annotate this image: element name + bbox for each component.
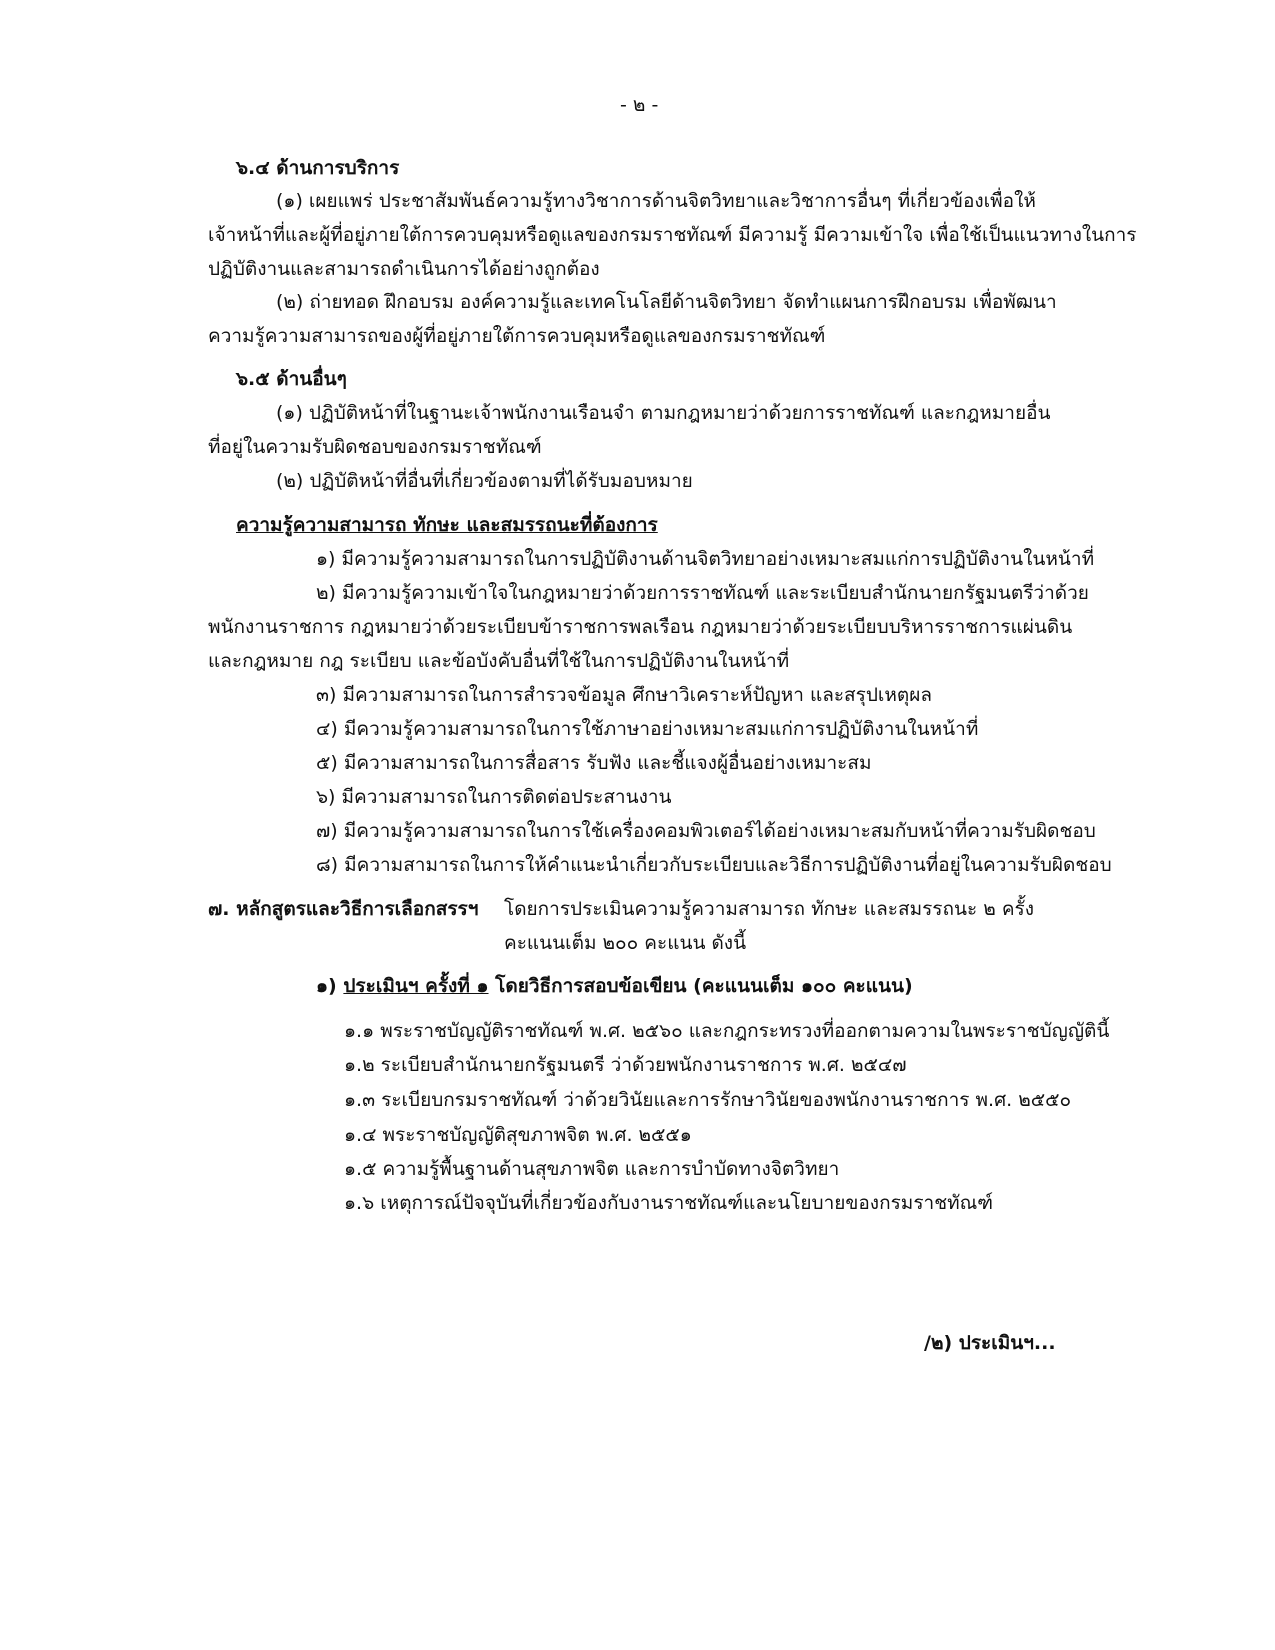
knowledge-item-2-line-1: ๒) มีความรู้ความเข้าใจในกฎหมายว่าด้วยการราชทัณฑ์ และระเบียบสำนักนายกรัฐมนตรีว่าด้วย — [316, 582, 1089, 604]
section-6-4-heading: ๖.๔ ด้านการบริการ — [236, 157, 400, 179]
round-1-method: โดยวิธีการสอบข้อเขียน (คะแนนเต็ม ๑๐๐ คะแนน) — [495, 975, 913, 997]
knowledge-item-7: ๗) มีความรู้ความสามารถในการใช้เครื่องคอมพิวเตอร์ได้อย่างเหมาะสมกับหน้าที่ความรับผิดชอบ — [316, 820, 1096, 842]
knowledge-item-8: ๘) มีความสามารถในการให้คำแนะนำเกี่ยวกับระเบียบและวิธีการปฏิบัติงานที่อยู่ในความรับผิดชอบ — [316, 854, 1112, 876]
page-number: - ๒ - — [620, 94, 659, 116]
section-6-4-item-1-line-3: ปฏิบัติงานและสามารถดำเนินการได้อย่างถูกต้อง — [208, 258, 600, 280]
topic-1-4: ๑.๔ พระราชบัญญัติสุขภาพจิต พ.ศ. ๒๕๕๑ — [344, 1124, 692, 1146]
topic-1-5: ๑.๕ ความรู้พื้นฐานด้านสุขภาพจิต และการบำบัดทางจิตวิทยา — [344, 1158, 840, 1180]
section-6-5-item-1-line-2: ที่อยู่ในความรับผิดชอบของกรมราชทัณฑ์ — [208, 436, 542, 458]
knowledge-item-2-line-3: และกฎหมาย กฎ ระเบียบ และข้อบังคับอื่นที่ใช้ในการปฏิบัติงานในหน้าที่ — [208, 650, 790, 672]
topic-1-2: ๑.๒ ระเบียบสำนักนายกรัฐมนตรี ว่าด้วยพนักงานราชการ พ.ศ. ๒๕๔๗ — [344, 1054, 907, 1076]
section-6-5-item-1-line-1: (๑) ปฏิบัติหน้าที่ในฐานะเจ้าพนักงานเรือนจำ ตามกฎหมายว่าด้วยการราชทัณฑ์ และกฎหมายอื่น — [276, 402, 1051, 424]
knowledge-item-3: ๓) มีความสามารถในการสำรวจข้อมูล ศึกษาวิเคราะห์ปัญหา และสรุปเหตุผล — [316, 684, 933, 706]
topic-1-3: ๑.๓ ระเบียบกรมราชทัณฑ์ ว่าด้วยวินัยและการรักษาวินัยของพนักงานราชการ พ.ศ. ๒๕๕๐ — [344, 1089, 1072, 1111]
section-6-5-item-2: (๒) ปฏิบัติหน้าที่อื่นที่เกี่ยวข้องตามที่ได้รับมอบหมาย — [276, 470, 693, 492]
section-6-4-item-1-line-2: เจ้าหน้าที่และผู้ที่อยู่ภายใต้การควบคุมหรือดูแลของกรมราชทัณฑ์ มีความรู้ มีความเข้าใจ เพื่อใช้เป็นแนวทางในการ — [208, 224, 1137, 246]
knowledge-item-6: ๖) มีความสามารถในการติดต่อประสานงาน — [316, 786, 672, 808]
section-6-5-heading: ๖.๕ ด้านอื่นๆ — [236, 368, 347, 390]
continuation-marker: /๒) ประเมินฯ... — [924, 1332, 1056, 1354]
section-7-description-line-2: คะแนนเต็ม ๒๐๐ คะแนน ดังนี้ — [504, 932, 747, 954]
topic-1-1: ๑.๑ พระราชบัญญัติราชทัณฑ์ พ.ศ. ๒๕๖๐ และกฎกระทรวงที่ออกตามความในพระราชบัญญัตินี้ — [344, 1020, 1110, 1042]
section-6-4-item-2-line-1: (๒) ถ่ายทอด ฝึกอบรม องค์ความรู้และเทคโนโลยีด้านจิตวิทยา จัดทำแผนการฝึกอบรม เพื่อพัฒนา — [276, 291, 1057, 313]
knowledge-item-2-line-2: พนักงานราชการ กฎหมายว่าด้วยระเบียบข้าราชการพลเรือน กฎหมายว่าด้วยระเบียบบริหารราชการแผ่นดิน — [208, 616, 1073, 638]
knowledge-item-1: ๑) มีความรู้ความสามารถในการปฏิบัติงานด้านจิตวิทยาอย่างเหมาะสมแก่การปฏิบัติงานในหน้าที่ — [316, 548, 1095, 570]
section-6-4-item-2-line-2: ความรู้ความสามารถของผู้ที่อยู่ภายใต้การควบคุมหรือดูแลของกรมราชทัณฑ์ — [208, 325, 826, 347]
round-1-number: ๑) — [316, 975, 337, 997]
topic-1-6: ๑.๖ เหตุการณ์ปัจจุบันที่เกี่ยวข้องกับงานราชทัณฑ์และนโยบายของกรมราชทัณฑ์ — [344, 1192, 994, 1214]
round-1-title: ประเมินฯ ครั้งที่ ๑ — [343, 975, 489, 997]
knowledge-item-4: ๔) มีความรู้ความสามารถในการใช้ภาษาอย่างเหมาะสมแก่การปฏิบัติงานในหน้าที่ — [316, 718, 979, 740]
round-1-heading — [316, 973, 913, 999]
section-6-4-item-1-line-1: (๑) เผยแพร่ ประชาสัมพันธ์ความรู้ทางวิชาการด้านจิตวิทยาและวิชาการอื่นๆ ที่เกี่ยวข้องเพื่อให้ — [276, 190, 1036, 212]
knowledge-item-5: ๕) มีความสามารถในการสื่อสาร รับฟัง และชี้แจงผู้อื่นอย่างเหมาะสม — [316, 752, 872, 774]
section-7-description-line-1: โดยการประเมินความรู้ความสามารถ ทักษะ และสมรรถนะ ๒ ครั้ง — [504, 898, 1035, 920]
knowledge-heading: ความรู้ความสามารถ ทักษะ และสมรรถนะที่ต้องการ — [236, 514, 658, 536]
section-7-heading: ๗. หลักสูตรและวิธีการเลือกสรรฯ — [208, 898, 479, 920]
